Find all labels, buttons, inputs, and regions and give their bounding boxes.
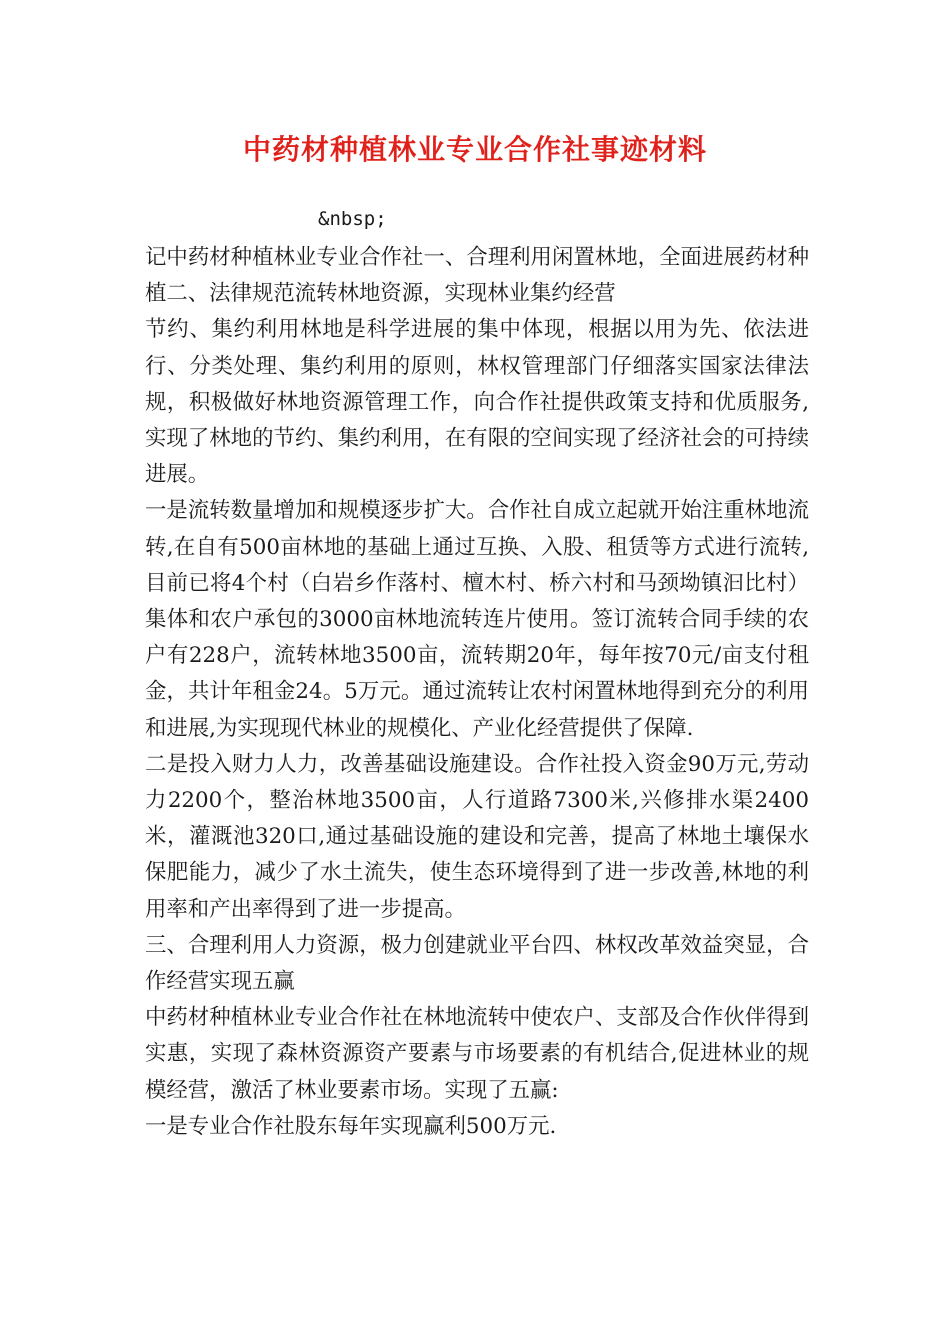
document-body [145,240,809,1145]
paragraph-first-win: 一是专业合作社股东每年实现赢利500万元. [145,1113,557,1139]
document-title: 中药材种植林业专业合作社事迹材料 [242,133,707,166]
paragraph-five-wins-intro: 中药材种植林业专业合作社在林地流转中使农户、支部及合作伙伴得到实惠，实现了森林资源资产要素与市场要素的有机结合,促进林业的规模经营，激活了林业要素市场。实现了五赢: [145,1005,809,1103]
paragraph-infrastructure: 二是投入财力人力，改善基础设施建设。合作社投入资金90万元,劳动力2200个，整治林地3500亩，人行道路7300米,兴修排水渠2400米，灌溉池320口,通过基础设施的建设和完善，提高了林地土壤保水保肥能力，减少了水土流失，使生态环境得到了进一步改善,林地的利用率和产出率得到了进一步提高。 [145,751,809,922]
nbsp-artifact-text: &nbsp; [318,208,387,230]
paragraph-land-use-principles: 节约、集约利用林地是科学进展的集中体现，根据以用为先、依法进行、分类处理、集约利用的原则，林权管理部门仔细落实国家法律法规，积极做好林地资源管理工作，向合作社提供政策支持和优质服务,实现了林地的节约、集约利用，在有限的空间实现了经济社会的可持续进展。 [145,317,809,488]
paragraph-transfer-scale: 一是流转数量增加和规模逐步扩大。合作社自成立起就开始注重林地流转,在自有500亩林地的基础上通过互换、入股、租赁等方式进行流转,目前已将4个村（白岩乡作落村、檀木村、桥六村和马颈坳镇汩比村）集体和农户承包的3000亩林地流转连片使用。签订流转合同手续的农户有228户，流转林地3500亩，流转期20年，每年按70元/亩支付租金，共计年租金24。5万元。通过流转让农村闲置林地得到充分的利用和进展,为实现现代林业的规模化、产业化经营提供了保障. [145,498,809,741]
paragraph-intro-headings: 记中药材种植林业专业合作社一、合理利用闲置林地，全面进展药材种植二、法律规范流转林地资源，实现林业集约经营 [145,245,809,307]
paragraph-section-headings: 三、合理利用人力资源，极力创建就业平台四、林权改革效益突显，合作经营实现五赢 [145,932,809,995]
